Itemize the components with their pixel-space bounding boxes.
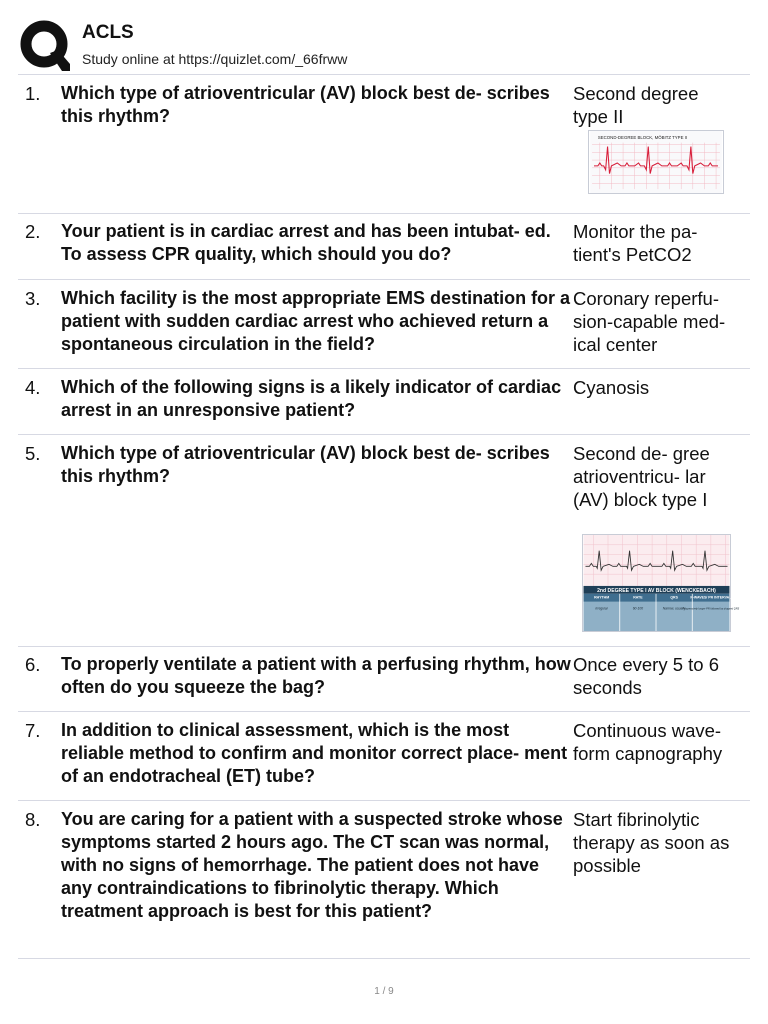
divider bbox=[18, 368, 750, 369]
question-text: Which type of atrioventricular (AV) block best de- scribes this rhythm? bbox=[61, 443, 550, 486]
quizlet-logo-icon bbox=[20, 20, 70, 72]
answer-text: Second degree type II bbox=[573, 83, 699, 127]
table-header: RATE bbox=[633, 595, 643, 600]
deck-title: ACLS bbox=[82, 22, 134, 43]
question-text: You are caring for a patient with a suspected stroke whose symptoms started 2 hours ago. The CT scan was normal, with no signs of hemorrhage. The patient does not have any contraindications to fibrinolytic therapy. Which treatment approach is best for this patient? bbox=[61, 809, 563, 921]
card-number: 2. bbox=[25, 221, 41, 242]
divider bbox=[18, 434, 750, 435]
page-number: 1 / 9 bbox=[374, 986, 394, 997]
table-cell: Irregular bbox=[595, 606, 608, 611]
answer-text: Once every 5 to 6 seconds bbox=[573, 654, 720, 698]
card-number: 6. bbox=[25, 654, 41, 675]
table-cell: Progressively longer PR followed by dropped QRS bbox=[682, 607, 740, 611]
table-header: RHYTHM bbox=[594, 595, 610, 600]
card-number: 1. bbox=[25, 83, 41, 104]
card-number: 7. bbox=[25, 720, 41, 741]
card-number: 3. bbox=[25, 288, 41, 309]
question-text: To properly ventilate a patient with a perfusing rhythm, how often do you squeeze the bag? bbox=[61, 654, 571, 697]
question-text: Your patient is in cardiac arrest and has been intubat- ed. To assess CPR quality, which should you do? bbox=[61, 221, 551, 264]
answer-text: Continuous wave- form capnography bbox=[573, 720, 723, 764]
card-number: 8. bbox=[25, 809, 41, 830]
card-number: 4. bbox=[25, 377, 41, 398]
question-text: Which facility is the most appropriate EMS destination for a patient with sudden cardiac arrest who achieved return a spontaneous circulation in the field? bbox=[61, 288, 571, 354]
question-text: Which of the following signs is a likely indicator of cardiac arrest in an unresponsive patient? bbox=[61, 377, 562, 420]
question-text: Which type of atrioventricular (AV) block best de- scribes this rhythm? bbox=[61, 83, 550, 126]
divider bbox=[18, 958, 750, 959]
ecg-caption: SECOND-DEGREE BLOCK, MÖBITZ TYPE II bbox=[597, 134, 688, 140]
ecg-banner: 2nd DEGREE TYPE I AV BLOCK (WENCKEBACH) bbox=[597, 588, 716, 595]
table-cell: Narrow, usually bbox=[662, 606, 686, 611]
divider bbox=[18, 711, 750, 712]
deck-subtitle: Study online at https://quizlet.com/_66frww bbox=[82, 51, 348, 67]
divider bbox=[18, 74, 750, 75]
ecg-rhythm-image-mobitz-2 bbox=[588, 130, 724, 194]
answer-text: Coronary reperfu- sion-capable med- ical center bbox=[573, 288, 726, 355]
answer-text: Monitor the pa- tient's PetCO2 bbox=[573, 221, 698, 265]
question-text: In addition to clinical assessment, which is the most reliable method to confirm and monitor correct place- ment of an endotracheal (ET) tube? bbox=[61, 720, 568, 786]
ecg-rhythm-image-wenckebach bbox=[582, 534, 740, 632]
table-header: QRS bbox=[670, 595, 678, 600]
answer-text: Second de- gree atrioventricu- lar (AV) block type I bbox=[573, 443, 710, 510]
divider bbox=[18, 646, 750, 647]
divider bbox=[18, 279, 750, 280]
divider bbox=[18, 213, 750, 214]
card-number: 5. bbox=[25, 443, 41, 464]
divider bbox=[18, 800, 750, 801]
page-header bbox=[0, 0, 768, 74]
table-cell: 60-100 bbox=[632, 606, 644, 611]
table-header: P-WAVES/ PR INTERVAL bbox=[690, 595, 732, 600]
answer-text: Cyanosis bbox=[573, 377, 650, 398]
answer-text: Start fibrinolytic therapy as soon as possible bbox=[573, 809, 730, 876]
